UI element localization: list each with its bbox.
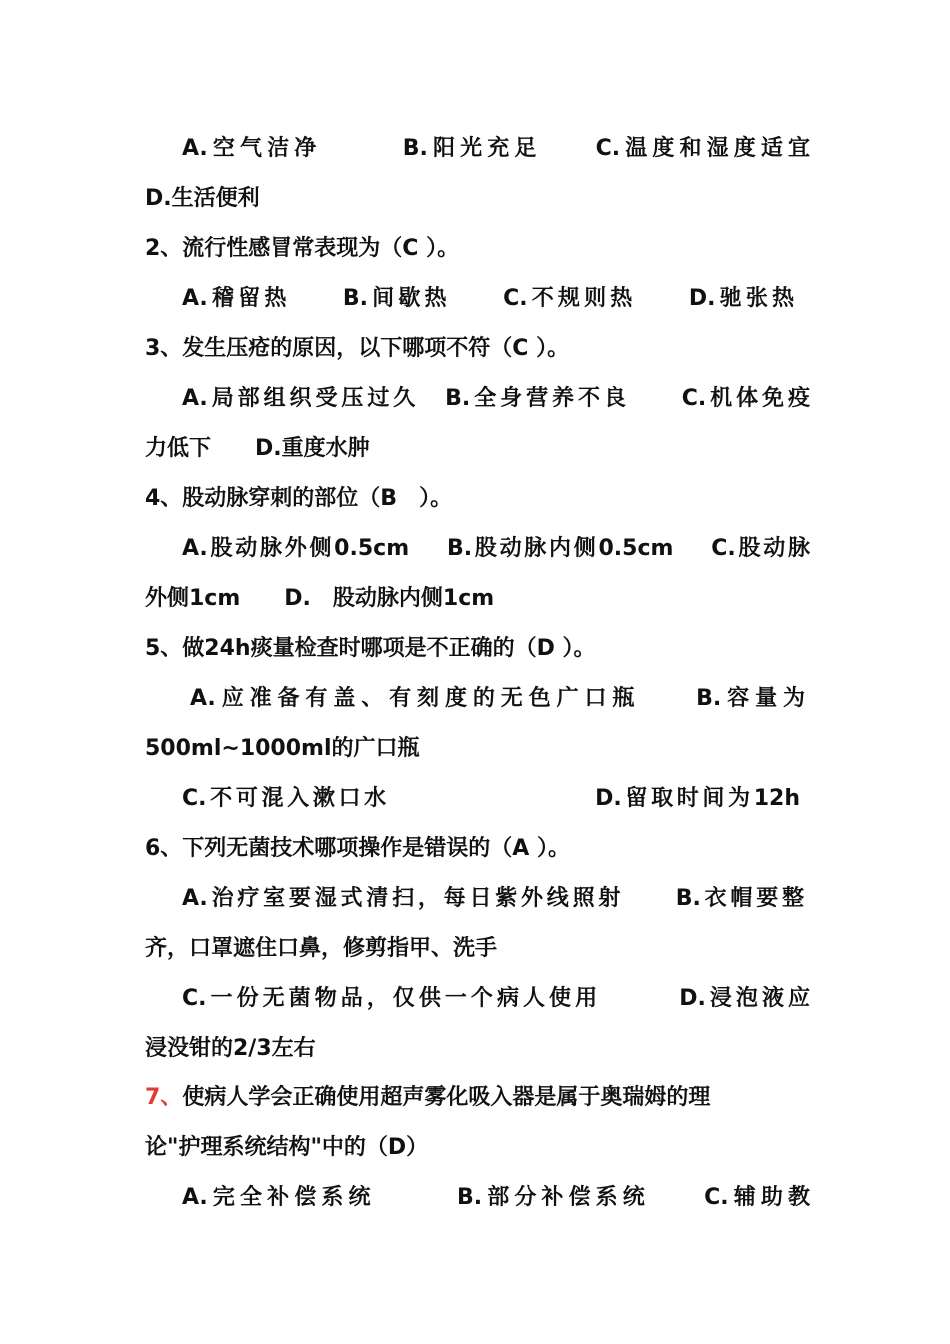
q7-question-line1 [145, 1083, 807, 1113]
q5-question: 5、做24h痰量检查时哪项是不正确的（D ）。 [145, 636, 596, 661]
q6-options-line1: A.治疗室要湿式清扫，每日紫外线照射 B.衣帽要整 [182, 886, 804, 911]
q2-options: A.稽留热 B.间歇热 C.不规则热 D.驰张热 [182, 286, 794, 311]
q5-options-line2: 500ml~1000ml的广口瓶 [145, 736, 420, 761]
q3-question: 3、发生压疮的原因，以下哪项不符（C ）。 [145, 336, 570, 361]
q6-question: 6、下列无菌技术哪项操作是错误的（A ）。 [145, 836, 570, 861]
q1-option-d: D.生活便利 [145, 186, 260, 211]
q3-options-line1: A.局部组织受压过久 B.全身营养不良 C.机体免疫 [182, 386, 810, 411]
q7-question-text: 使病人学会正确使用超声雾化吸入器是属于奥瑞姆的理 [182, 1085, 711, 1110]
q6-options-line2: 齐，口罩遮住口鼻，修剪指甲、洗手 [145, 936, 498, 961]
q5-options-line3: C.不可混入漱口水 D.留取时间为12h [182, 786, 800, 811]
q6-options-line3: C.一份无菌物品，仅供一个病人使用 D.浸泡液应 [182, 986, 810, 1011]
q7-question-line2: 论"护理系统结构"中的（D） [145, 1135, 429, 1160]
q5-options-line1: A.应准备有盖、有刻度的无色广口瓶 B.容量为 [190, 686, 805, 711]
q7-number: 7、 [145, 1085, 183, 1110]
q4-options-line2: 外侧1cm D. 股动脉内侧1cm [145, 586, 495, 611]
q6-options-line4: 浸没钳的2/3左右 [145, 1036, 316, 1061]
q2-question: 2、流行性感冒常表现为（C ）。 [145, 236, 460, 261]
q4-options-line1: A.股动脉外侧0.5cm B.股动脉内侧0.5cm C.股动脉 [182, 536, 810, 561]
q4-question: 4、股动脉穿刺的部位（B ）。 [145, 486, 453, 511]
q3-options-line2: 力低下 D.重度水肿 [145, 436, 370, 461]
q1-options-line1: A.空气洁净 B.阳光充足 C.温度和湿度适宜 [182, 136, 810, 161]
q7-options-line1: A.完全补偿系统 B.部分补偿系统 C.辅助教 [182, 1185, 810, 1210]
